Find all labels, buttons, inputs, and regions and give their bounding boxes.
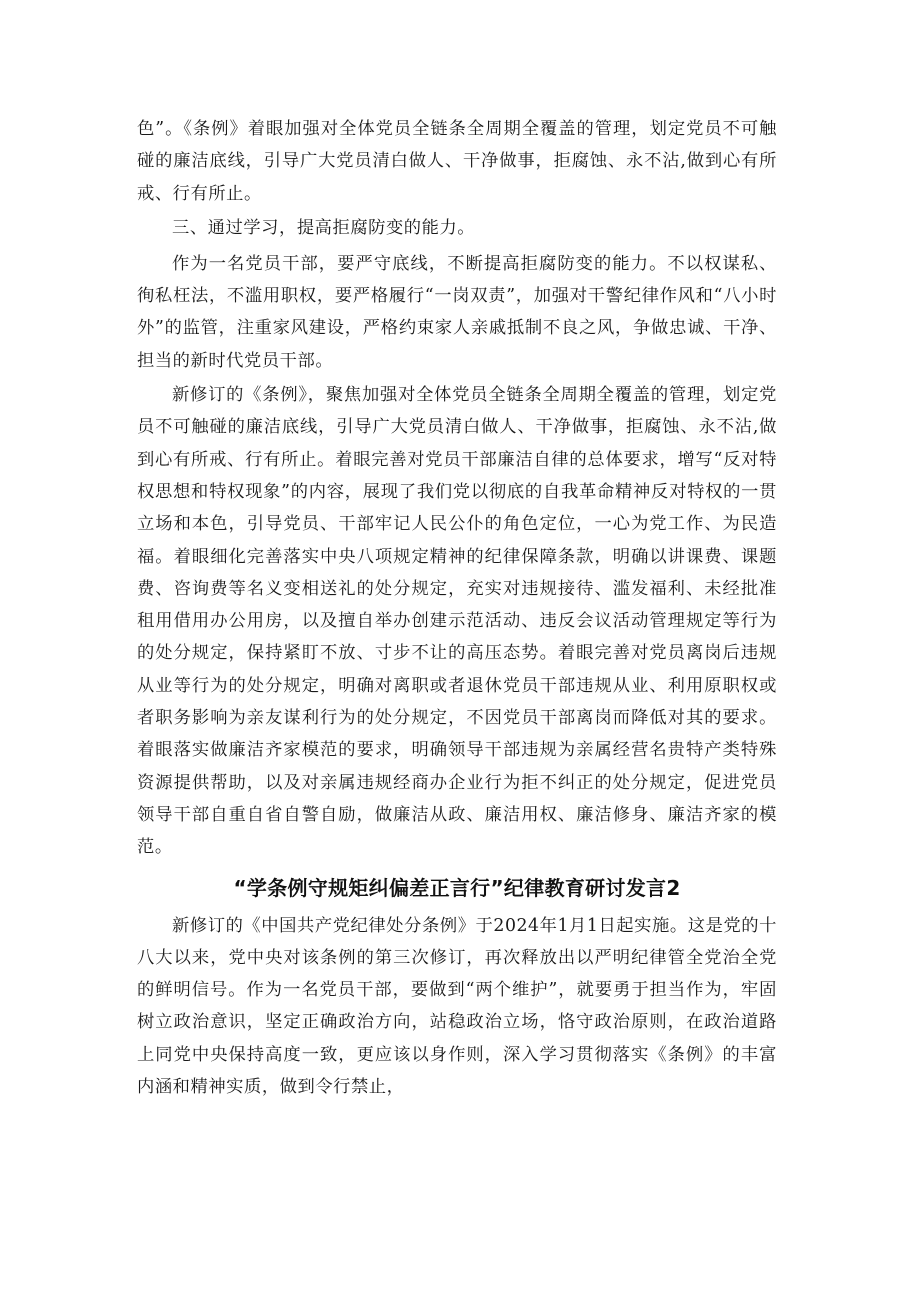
speech-title: “学条例守规矩纠偏差正言行”纪律教育研讨发言2 — [233, 875, 681, 900]
section-heading: 三、通过学习，提高拒腐防变的能力。 — [172, 217, 476, 238]
paragraph-bottom-line: 作为一名党员干部，要严守底线，不断提高拒腐防变的能力。不以权谋私、徇私枉法，不滥用职权，要严格履行“一岗双责”，加强对干警纪律作风和“八小时外”的监管，注重家风建设，严格约束家人亲戚抵制不良之风，争做忠诚、干净、担当的新时代党员干部。 — [137, 253, 777, 371]
continued-paragraph: 色”。《条例》着眼加强对全体党员全链条全周期全覆盖的管理，划定党员不可触碰的廉洁底线，引导广大党员清白做人、干净做事，拒腐蚀、永不沾,做到心有所戒、行有所止。 — [137, 119, 777, 204]
document-page — [137, 113, 777, 1103]
paragraph-speech-intro: 新修订的《中国共产党纪律处分条例》于2024年1月1日起实施。这是党的十八大以来，党中央对该条例的第三次修订，再次释放出以严明纪律管全党治全党的鲜明信号。作为一名党员干部，要做到“两个维护”，就要勇于担当作为，牢固树立政治意识，坚定正确政治方向，站稳政治立场，恪守政治原则，在政治道路上同党中央保持高度一致，更应该以身作则，深入学习贯彻落实《条例》的丰富内涵和精神实质，做到令行禁止， — [137, 915, 777, 1098]
paragraph-regulations: 新修订的《条例》，聚焦加强对全体党员全链条全周期全覆盖的管理，划定党员不可触碰的廉洁底线，引导广大党员清白做人、干净做事，拒腐蚀、永不沾,做到心有所戒、行有所止。着眼完善对党员干部廉洁自律的总体要求，增写“反对特权思想和特权现象”的内容，展现了我们党以彻底的自我革命精神反对特权的一贯立场和本色，引导党员、干部牢记人民公仆的角色定位，一心为党工作、为民造福。着眼细化完善落实中央八项规定精神的纪律保障条款，明确以讲课费、课题费、咨询费等名义变相送礼的处分规定，充实对违规接待、滥发福利、未经批准租用借用办公用房，以及擅自举办创建示范活动、违反会议活动管理规定等行为的处分规定，保持紧盯不放、寸步不让的高压态势。着眼完善对党员离岗后违规从业等行为的处分规定，明确对离职或者退休党员干部违规从业、利用原职权或者职务影响为亲友谋利行为的处分规定，不因党员干部离岗而降低对其的要求。着眼落实做廉洁齐家模范的要求，明确领导干部违规为亲属经营名贵特产类特殊资源提供帮助，以及对亲属违规经商办企业行为拒不纠正的处分规定，促进党员领导干部自重自省自警自励，做廉洁从政、廉洁用权、廉洁修身、廉洁齐家的模范。 — [137, 385, 777, 858]
